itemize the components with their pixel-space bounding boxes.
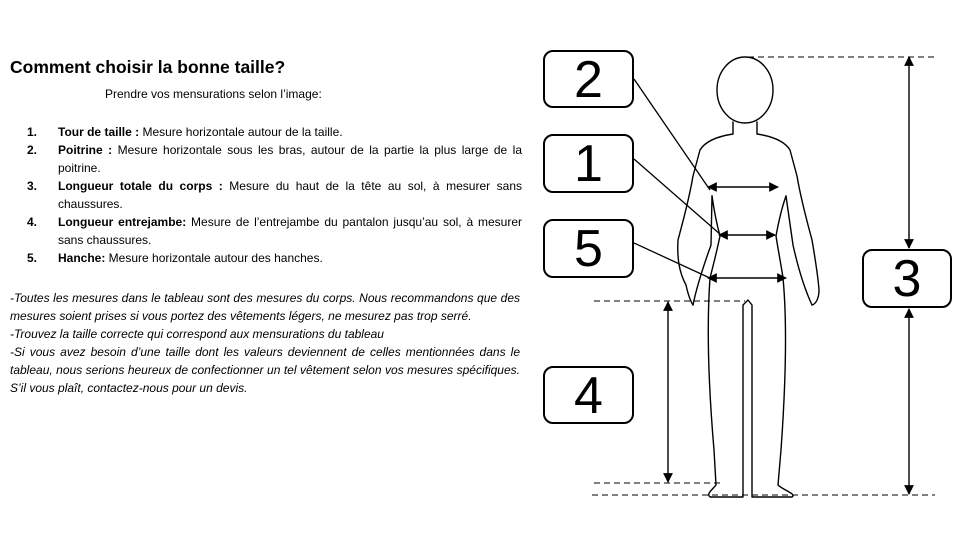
label-box-height — [863, 250, 951, 308]
waist-to-hip-right — [776, 196, 786, 278]
item-description: Mesure horizontale autour des hanches. — [105, 251, 323, 265]
subtitle: Prendre vos mensurations selon l’image: — [105, 87, 322, 101]
label-number: 2 — [574, 51, 603, 109]
label-box-chest — [544, 51, 633, 109]
item-term: Hanche: — [58, 251, 106, 265]
item-number: 4. — [27, 215, 38, 229]
item-description: Mesure du haut de la tête au sol, à mesurer sans chaussures. — [58, 179, 522, 211]
chest-leader-line — [634, 79, 710, 190]
item-term: Tour de taille : — [58, 125, 140, 139]
body-silhouette — [678, 57, 819, 497]
item-number: 3. — [27, 179, 38, 193]
label-number: 4 — [574, 367, 603, 425]
item-number: 1. — [27, 125, 38, 139]
right-inner-arm — [786, 196, 812, 305]
item-term: Longueur entrejambe: — [58, 215, 187, 229]
label-box-waist — [544, 135, 633, 193]
item-term: Longueur totale du corps : — [58, 179, 223, 193]
item-description: Mesure horizontale autour de la taille. — [139, 125, 343, 139]
note-paragraph: -Toutes les mesures dans le tableau sont des mesures du corps. Nous recommandons que des mesures soient prises si vous portez des vêtements légers, ne mesurez pas trop serré. — [10, 291, 520, 323]
waist-leader-line — [634, 159, 721, 235]
item-term: Poitrine : — [58, 143, 113, 157]
label-box-inseam — [544, 367, 633, 425]
item-description: Mesure horizontale sous les bras, autour de la partie la plus large de la poitrine. — [58, 143, 522, 175]
note-paragraph: -Si vous avez besoin d’une taille dont les valeurs deviennent de celles mentionnées dans le tableau, nous serions heureux de confectionner un tel vêtement selon vos mesures spécifiques. S’il vous plaît, contactez-nous pour un devis. — [10, 345, 520, 395]
item-description: Mesure de l’entrejambe du pantalon jusqu’au sol, à mesurer sans chaussures. — [58, 215, 522, 247]
label-box-hip — [544, 220, 633, 278]
hip-leader-line — [634, 243, 712, 279]
legs-outline — [708, 278, 793, 497]
note-paragraph: -Trouvez la taille correcte qui correspond aux mensurations du tableau — [10, 327, 384, 341]
item-number: 2. — [27, 143, 38, 157]
item-number: 5. — [27, 251, 38, 265]
head-shape — [717, 57, 773, 123]
page-title: Comment choisir la bonne taille? — [10, 57, 286, 77]
label-number: 5 — [574, 220, 603, 278]
label-number: 1 — [574, 135, 603, 193]
label-number: 3 — [892, 250, 922, 308]
